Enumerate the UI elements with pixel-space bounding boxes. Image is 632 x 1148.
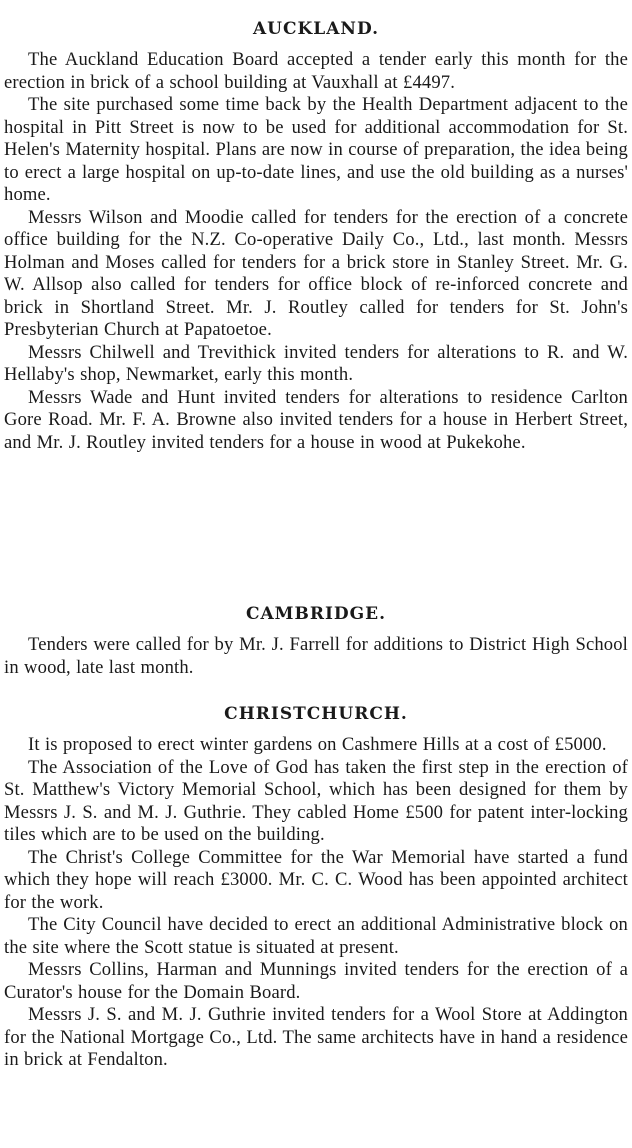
paragraph: Messrs Collins, Harman and Munnings invited tenders for the erection of a Curator's house for the Domain Board. — [4, 959, 628, 1003]
paragraph: It is proposed to erect winter gardens on Cashmere Hills at a cost of £5000. — [28, 734, 607, 755]
paragraph: Messrs Wilson and Moodie called for tenders for the erection of a concrete office building for the N.Z. Co-operative Daily Co., Ltd., last month. Messrs Holman and Moses called for tenders for a brick store in Stanley Street. Mr. G. W. Allsop also called for tenders for office block of re-inforced concrete and brick in Shortland Street. Mr. J. Routley called for tenders for St. John's Presbyterian Church at Papatoetoe. — [4, 206, 628, 340]
section-body-christchurch — [4, 734, 628, 1072]
section-cambridge — [4, 604, 628, 679]
paragraph: The Christ's College Committee for the War Memorial have started a fund which they hope will reach £3000. Mr. C. C. Wood has been appointed architect for the work. — [4, 846, 628, 913]
section-christchurch — [4, 704, 628, 1072]
section-heading-cambridge: CAMBRIDGE. — [245, 604, 387, 624]
section-auckland — [4, 19, 628, 454]
paragraph: Messrs Chilwell and Trevithick invited tenders for alterations to R. and W. Hellaby's shop, Newmarket, early this month. — [4, 341, 628, 385]
section-body-auckland — [4, 49, 628, 454]
section-body-cambridge — [4, 634, 628, 679]
paragraph: Tenders were called for by Mr. J. Farrell for additions to District High School in wood, late last month. — [4, 634, 628, 678]
paragraph: The City Council have decided to erect an additional Administrative block on the site where the Scott statue is situated at present. — [4, 914, 628, 958]
paragraph: The Association of the Love of God has taken the first step in the erection of St. Matthew's Victory Memorial School, which has been designed for them by Messrs J. S. and M. J. Guthrie. They cabled Home £500 for patent inter-locking tiles which are to be used on the building. — [4, 756, 628, 845]
paragraph: The site purchased some time back by the Health Department adjacent to the hospital in Pitt Street is now to be used for additional accommodation for St. Helen's Maternity hospital. Plans are now in course of preparation, the idea being to erect a large hospital on up-to-date lines, and use the old building as a nurses' home. — [4, 94, 628, 205]
section-heading-christchurch: CHRISTCHURCH. — [224, 704, 408, 724]
paragraph: Messrs J. S. and M. J. Guthrie invited tenders for a Wool Store at Addington for the National Mortgage Co., Ltd. The same architects have in hand a residence in brick at Fendalton. — [4, 1004, 628, 1070]
paragraph: The Auckland Education Board accepted a tender early this month for the erection in brick of a school building at Vauxhall at £4497. — [4, 49, 628, 93]
paragraph: Messrs Wade and Hunt invited tenders for alterations to residence Carlton Gore Road. Mr. F. A. Browne also invited tenders for a house in Herbert Street, and Mr. J. Routley invited tenders for a house in wood at Pukekohe. — [4, 386, 628, 453]
section-heading-auckland: AUCKLAND. — [252, 19, 380, 39]
